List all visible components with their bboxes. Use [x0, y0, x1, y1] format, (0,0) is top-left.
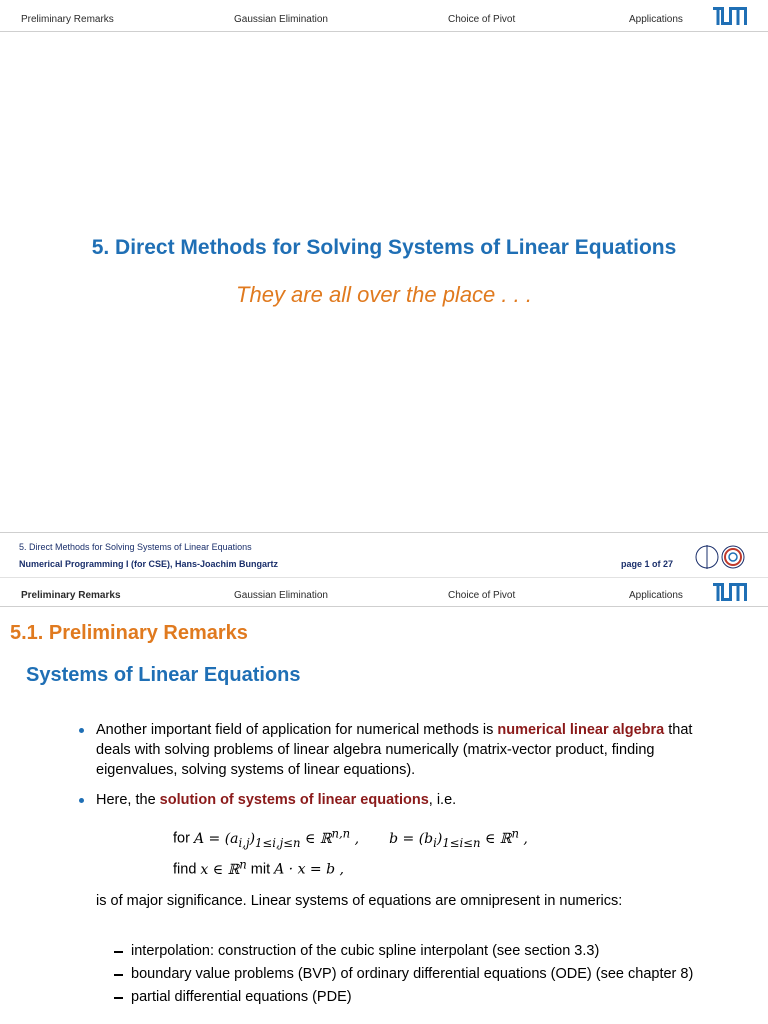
- bullet-item: [78, 720, 718, 780]
- vector-x-dim: n: [239, 857, 247, 872]
- nav-divider: [0, 31, 768, 32]
- vector-b-index: i: [433, 835, 437, 850]
- significance-text: is of major significance. Linear systems of equations are omnipresent in numerics:: [96, 893, 623, 910]
- list-item: interpolation: construction of the cubic spline interpolant (see section 3.3): [114, 941, 718, 961]
- section-title: 5.1. Preliminary Remarks: [10, 622, 248, 644]
- matrix-a-def: A = (a: [193, 830, 239, 847]
- vector-b-range: 1≤i≤n: [442, 835, 481, 850]
- section-nav: [0, 0, 768, 32]
- section-nav: [0, 578, 768, 610]
- find-word: find: [173, 862, 201, 879]
- sccs-emblem-icon: [695, 543, 747, 571]
- matrix-a-dim: n,n: [331, 826, 351, 840]
- nav-item-preliminary-remarks[interactable]: Preliminary Remarks: [21, 14, 114, 25]
- nav-item-applications[interactable]: Applications: [629, 14, 683, 25]
- nav-item-applications[interactable]: Applications: [629, 590, 683, 601]
- nav-divider: [0, 606, 768, 607]
- bullet1-highlight: numerical linear algebra: [497, 722, 665, 738]
- nav-item-choice-of-pivot[interactable]: Choice of Pivot: [448, 590, 516, 601]
- subsection-title: Systems of Linear Equations: [26, 664, 301, 686]
- matrix-a-end: ,: [350, 830, 360, 847]
- nav-item-preliminary-remarks[interactable]: Preliminary Remarks: [21, 590, 121, 601]
- nav-item-gaussian-elimination[interactable]: Gaussian Elimination: [234, 590, 328, 601]
- vector-b-dim: n: [511, 826, 519, 840]
- list-item: partial differential equations (PDE): [114, 987, 718, 1007]
- vector-b-end: ,: [518, 830, 528, 847]
- equation-block: [78, 822, 718, 881]
- bullet1-text-pre: Another important field of application for numerical methods is: [96, 722, 498, 738]
- slide-body: [78, 720, 718, 1010]
- vector-b-def: b = (b: [389, 830, 434, 847]
- matrix-a-paren: ): [249, 830, 256, 847]
- slide-subtitle: They are all over the place . . .: [236, 282, 532, 307]
- mit-word: mit: [246, 862, 275, 879]
- slide-title: 5. Direct Methods for Solving Systems of Linear Equations: [91, 236, 677, 259]
- matrix-a-range: 1≤i,j≤n: [255, 835, 301, 850]
- bullet-item: [78, 790, 718, 810]
- content-slide: [0, 578, 768, 1024]
- list-item: boundary value problems (BVP) of ordinary differential equations (ODE) (see chapter 8): [114, 964, 718, 984]
- tum-logo-icon: [713, 7, 747, 25]
- equation-line-1: [173, 822, 718, 853]
- applications-list: [78, 941, 718, 1007]
- equation-line-2: [173, 853, 718, 881]
- tum-logo-icon: [713, 583, 747, 601]
- footer-divider: [0, 532, 768, 533]
- for-word: for: [173, 830, 194, 847]
- slide-footer: [0, 532, 768, 577]
- footer-chapter: 5. Direct Methods for Solving Systems of Linear Equations: [19, 542, 252, 552]
- matrix-a-set: ∈ ℝ: [300, 830, 332, 847]
- vector-x-def: x ∈ ℝ: [200, 862, 240, 879]
- linear-system-eq: A · x = b ,: [274, 862, 344, 879]
- bullet1-text-post: that deals with solving problems of linear algebra numerically (matrix-vector product, finding eigenvalues, solving systems of linear equations).: [96, 722, 693, 778]
- bullet2-highlight: solution of systems of linear equations: [159, 792, 429, 808]
- bullet2-text-post: , i.e.: [428, 792, 457, 808]
- nav-item-choice-of-pivot[interactable]: Choice of Pivot: [448, 14, 516, 25]
- nav-item-gaussian-elimination[interactable]: Gaussian Elimination: [234, 14, 328, 25]
- vector-b-paren: ): [436, 830, 443, 847]
- footer-course: Numerical Programming I (for CSE), Hans-Joachim Bungartz: [19, 559, 279, 569]
- page-number: page 1 of 27: [621, 559, 674, 569]
- vector-b-set: ∈ ℝ: [480, 830, 512, 847]
- bullet2-text-pre: Here, the: [96, 792, 160, 808]
- matrix-a-index: i,j: [238, 835, 250, 850]
